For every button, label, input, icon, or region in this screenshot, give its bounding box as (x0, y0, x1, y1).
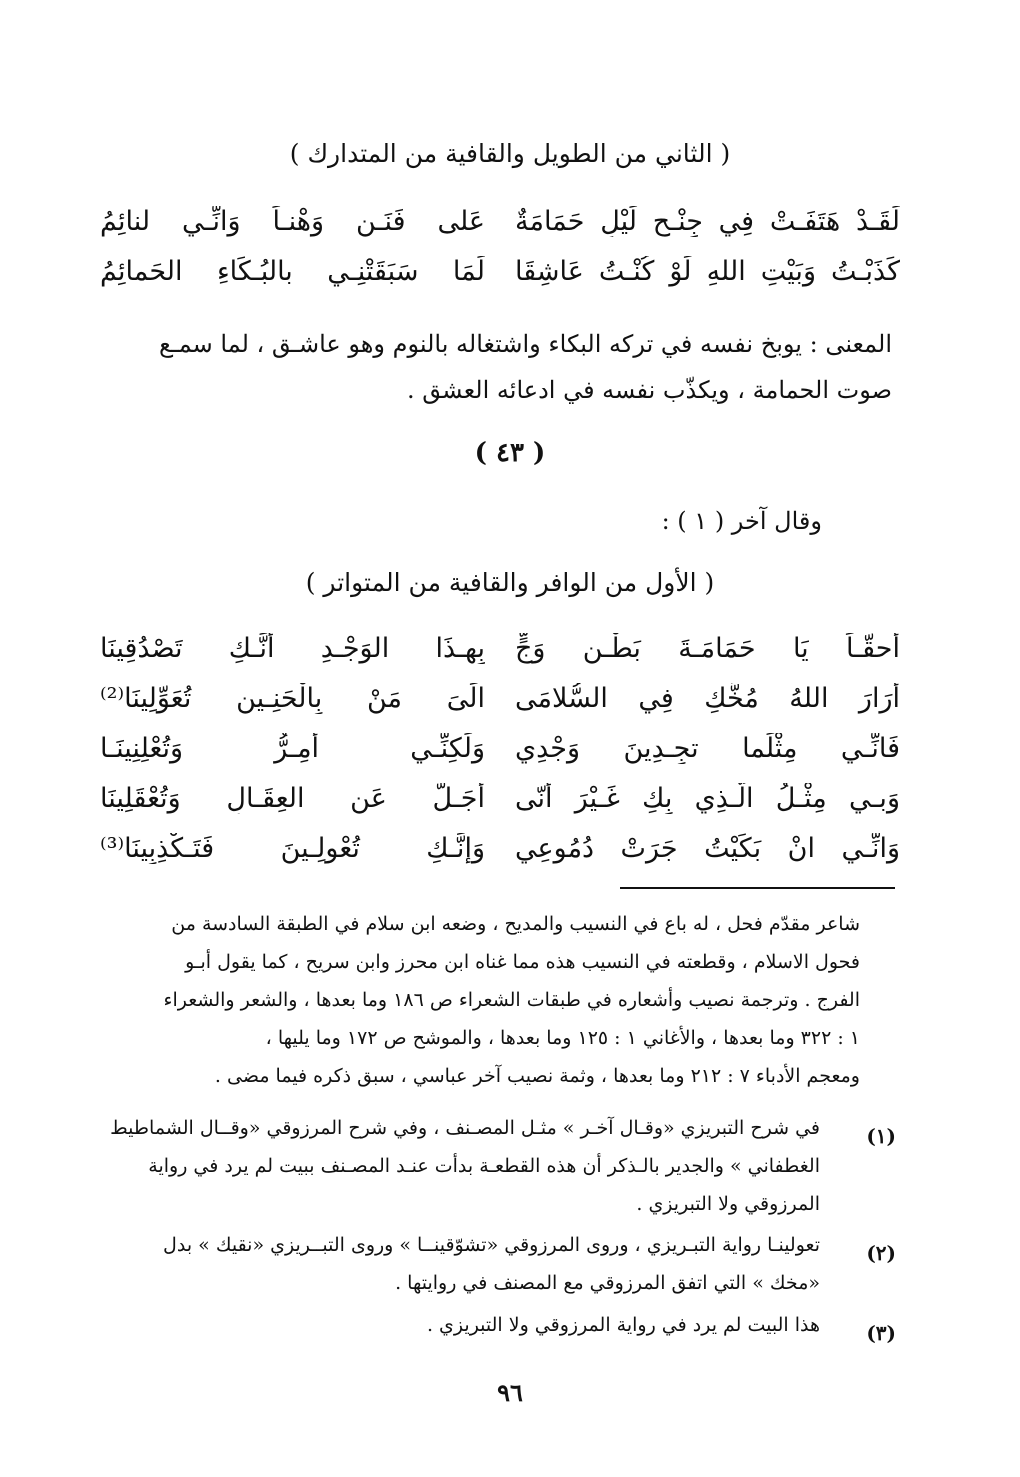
first-hemistich: وَانِّـي انْ بَكَيْتُ جَرَتْ دُمُوعِي (515, 832, 900, 864)
footnote-line: المرزوقي ولا التبريزي . (636, 1193, 820, 1215)
meaning-line: صوت الحمامة ، ويكذّب نفسه في ادعائه العشق . (407, 376, 892, 404)
second-hemistich: أُجَـلُّ عَنِ العِقَـالِ وَتُعْقَلِينَا (100, 782, 485, 814)
first-hemistich: كَذَبْـتُ وَبَيْتِ اللهِ لَوْ كُنْـتُ عَاشِقَا (515, 255, 900, 287)
footnote-line: «مخك » التي اتفق المرزوقي مع المصنف في روايتها . (395, 1272, 820, 1294)
verse (100, 673, 900, 723)
section-number: ( ٤٣ ) (474, 438, 546, 468)
second-hemistich: وَلَكِنِّـي أُمِـرُّ وَتُعْلِنِينَـا (100, 732, 485, 764)
verse (100, 823, 900, 873)
second-hemistich: لَمَا سَبَقَتْنِـي بالبُـكَاءِ الحَمائِمُ (100, 255, 485, 287)
first-hemistich: أَحقّـاً يَا حَمَامَـةَ بَطْـنِ وَجٍّ (515, 632, 900, 664)
poem-2 (100, 623, 900, 873)
verse (100, 246, 900, 296)
footnote-line: الغطفاني » والجدير بالـذكر أن هذه القطعـة بدأت عنـد المصـنف ببيت لم يرد في رواية (148, 1155, 820, 1177)
verse (100, 723, 900, 773)
first-hemistich: فَانِّـي مِثْلَما تجِـدِينَ وَجْدِي (515, 732, 900, 764)
first-hemistich: لَقَـدْ هَتَفَـتْ فِي جِنْـحِ لَيْلٍ حَمَامَةٌ (515, 205, 900, 237)
meaning-line: المعنى : يوبخ نفسه في تركه البكاء واشتغاله بالنوم وهو عاشـق ، لما سمـع (158, 330, 892, 358)
first-hemistich: وَبـيِ مِثْـلُ الَّـذِي بِكِ غَـيْرَ أَنّى (515, 782, 900, 814)
second-hemistich: وَإنَّـكِ تُعْوِلِـينَ فَتَـكْذِبِينَا⁽³⁾ (100, 832, 485, 864)
first-hemistich: أَرَارَ اللهُ مُخَّكِ فِي السُّلامَى (515, 682, 900, 714)
footnote-line: تعولينـا رواية التبـريزي ، وروى المرزوقي «تشوّقينــا » وروى التبــريزي «نقيك » بدل (163, 1234, 820, 1256)
intro-line: وقال آخر ( ١ ) : (661, 507, 822, 535)
second-hemistich: الَىَ مَنْ بِالْحَنِـينِ تُعَوِّلِينَا⁽²⁾ (100, 682, 485, 714)
footnote-marker: (٢) (866, 1241, 896, 1265)
footnote-bio-line: ومعجم الأدباء ٧ : ٢١٢ وما بعدها ، وثمة نصيب آخر عباسي ، سبق ذكره فيما مضى . (214, 1065, 860, 1087)
meter-heading-2: ( الأول من الوافر والقافية من المتواتر ) (305, 568, 715, 597)
meter-heading-1: ( الثاني من الطويل والقافية من المتدارك ) (289, 139, 731, 168)
poem-1 (100, 196, 900, 296)
footnote-line: هذا البيت لم يرد في رواية المرزوقي ولا التبريزي . (426, 1314, 820, 1336)
footnote-marker: (١) (866, 1124, 896, 1148)
footnote-separator (620, 887, 895, 889)
verse (100, 773, 900, 823)
footnote-bio-line: فحول الاسلام ، وقطعته في النسيب هذه مما غناه ابن محرز وابن سريح ، كما يقول أبـو (185, 951, 860, 973)
footnote-line: في شرح التبريزي «وقـال آخـر » مثـل المصـنف ، وفي شرح المرزوقي «وقــال الشماطيط (110, 1117, 820, 1139)
verse (100, 196, 900, 246)
footnote-bio-line: شاعر مقدّم فحل ، له باع في النسيب والمديح ، وضعه ابن سلام في الطبقة السادسة من (171, 913, 860, 935)
footnote-bio-line: ١ : ٣٢٢ وما بعدها ، والأغاني ١ : ١٢٥ وما بعدها ، والموشح ص ١٧٢ وما يليها ، (265, 1027, 860, 1049)
verse (100, 623, 900, 673)
second-hemistich: بِهـذَا الوَجْـدِ أَنَّـكِ تَصْدُقِينَا (100, 632, 485, 664)
footnote-bio-line: الفرج . وترجمة نصيب وأشعاره في طبقات الشعراء ص ١٨٦ وما بعدها ، والشعر والشعراء (163, 989, 860, 1011)
second-hemistich: عَلى فَنَـنٍ وَهْنـاً وَانِّـي لنائِمُ (100, 205, 485, 237)
page-number: ٩٦ (497, 1378, 523, 1407)
footnote-marker: (٣) (866, 1321, 896, 1345)
